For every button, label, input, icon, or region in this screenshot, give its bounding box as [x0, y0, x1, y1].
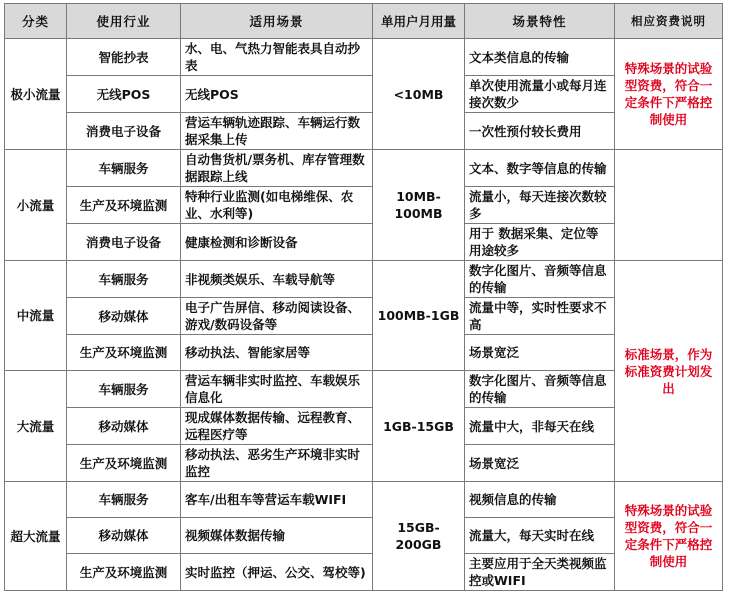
industry-cell: 车辆服务 [67, 371, 181, 408]
scenario-cell: 移动执法、智能家居等 [181, 335, 373, 371]
feature-cell: 文本类信息的传输 [465, 39, 615, 76]
industry-cell: 车辆服务 [67, 482, 181, 518]
industry-cell: 无线POS [67, 76, 181, 113]
table-row [5, 150, 723, 187]
fee-scenario-table [4, 3, 723, 591]
standard-fee-cell: 标准场景，作为标准资费计划发出 [615, 261, 723, 482]
industry-cell: 移动媒体 [67, 408, 181, 445]
category-cell: 超大流量 [5, 482, 67, 591]
header-usage: 单用户月用量 [373, 4, 465, 39]
feature-cell: 场景宽泛 [465, 335, 615, 371]
header-fee: 相应资费说明 [615, 4, 723, 39]
table-row [5, 39, 723, 76]
category-cell: 小流量 [5, 150, 67, 261]
scenario-cell: 移动执法、恶劣生产环境非实时监控 [181, 445, 373, 482]
fee-cell: 特殊场景的试验型资费，符合一定条件下严格控制使用 [615, 39, 723, 150]
usage-cell: 15GB-200GB [373, 482, 465, 591]
feature-cell: 一次性预付较长费用 [465, 113, 615, 150]
fee-cell-empty [615, 150, 723, 261]
category-cell: 中流量 [5, 261, 67, 371]
industry-cell: 生产及环境监测 [67, 335, 181, 371]
industry-cell: 车辆服务 [67, 150, 181, 187]
industry-cell: 生产及环境监测 [67, 187, 181, 224]
industry-cell: 消费电子设备 [67, 113, 181, 150]
usage-cell: 100MB-1GB [373, 261, 465, 371]
feature-cell: 流量小，每天连接次数较多 [465, 187, 615, 224]
header-row [5, 4, 723, 39]
scenario-cell: 电子广告屏信、移动阅读设备、游戏/数码设备等 [181, 298, 373, 335]
industry-cell: 消费电子设备 [67, 224, 181, 261]
industry-cell: 移动媒体 [67, 518, 181, 554]
feature-cell: 单次使用流量小或每月连接次数少 [465, 76, 615, 113]
feature-cell: 场景宽泛 [465, 445, 615, 482]
scenario-cell: 视频媒体数据传输 [181, 518, 373, 554]
table-row [5, 482, 723, 518]
header-scenario: 适用场景 [181, 4, 373, 39]
feature-cell: 流量大，每天实时在线 [465, 518, 615, 554]
industry-cell: 移动媒体 [67, 298, 181, 335]
feature-cell: 数字化图片、音频等信息的传输 [465, 261, 615, 298]
industry-cell: 智能抄表 [67, 39, 181, 76]
industry-cell: 生产及环境监测 [67, 554, 181, 591]
scenario-cell: 无线POS [181, 76, 373, 113]
feature-cell: 流量中大，非每天在线 [465, 408, 615, 445]
scenario-cell: 自动售货机/票务机、库存管理数据跟踪上线 [181, 150, 373, 187]
feature-cell: 流量中等，实时性要求不高 [465, 298, 615, 335]
scenario-cell: 水、电、气热力智能表具自动抄表 [181, 39, 373, 76]
table-row [5, 261, 723, 298]
feature-cell: 视频信息的传输 [465, 482, 615, 518]
usage-cell: 10MB-100MB [373, 150, 465, 261]
feature-cell: 数字化图片、音频等信息的传输 [465, 371, 615, 408]
scenario-cell: 特种行业监测(如电梯维保、农业、水利等) [181, 187, 373, 224]
scenario-cell: 实时监控（押运、公交、驾校等) [181, 554, 373, 591]
header-industry: 使用行业 [67, 4, 181, 39]
scenario-cell: 现成媒体数据传输、远程教育、远程医疗等 [181, 408, 373, 445]
scenario-cell: 非视频类娱乐、车载导航等 [181, 261, 373, 298]
category-cell: 极小流量 [5, 39, 67, 150]
header-feature: 场景特性 [465, 4, 615, 39]
scenario-cell: 客车/出租车等营运车载WIFI [181, 482, 373, 518]
industry-cell: 车辆服务 [67, 261, 181, 298]
scenario-cell: 营运车辆轨迹跟踪、车辆运行数据采集上传 [181, 113, 373, 150]
feature-cell: 主要应用于全天类视频监控或WIFI [465, 554, 615, 591]
industry-cell: 生产及环境监测 [67, 445, 181, 482]
feature-cell: 文本、数字等信息的传输 [465, 150, 615, 187]
scenario-cell: 健康检测和诊断设备 [181, 224, 373, 261]
scenario-cell: 营运车辆非实时监控、车载娱乐信息化 [181, 371, 373, 408]
category-cell: 大流量 [5, 371, 67, 482]
header-category: 分类 [5, 4, 67, 39]
feature-cell: 用于 数据采集、定位等用途较多 [465, 224, 615, 261]
usage-cell: <10MB [373, 39, 465, 150]
usage-cell: 1GB-15GB [373, 371, 465, 482]
fee-cell: 特殊场景的试验型资费，符合一定条件下严格控制使用 [615, 482, 723, 591]
